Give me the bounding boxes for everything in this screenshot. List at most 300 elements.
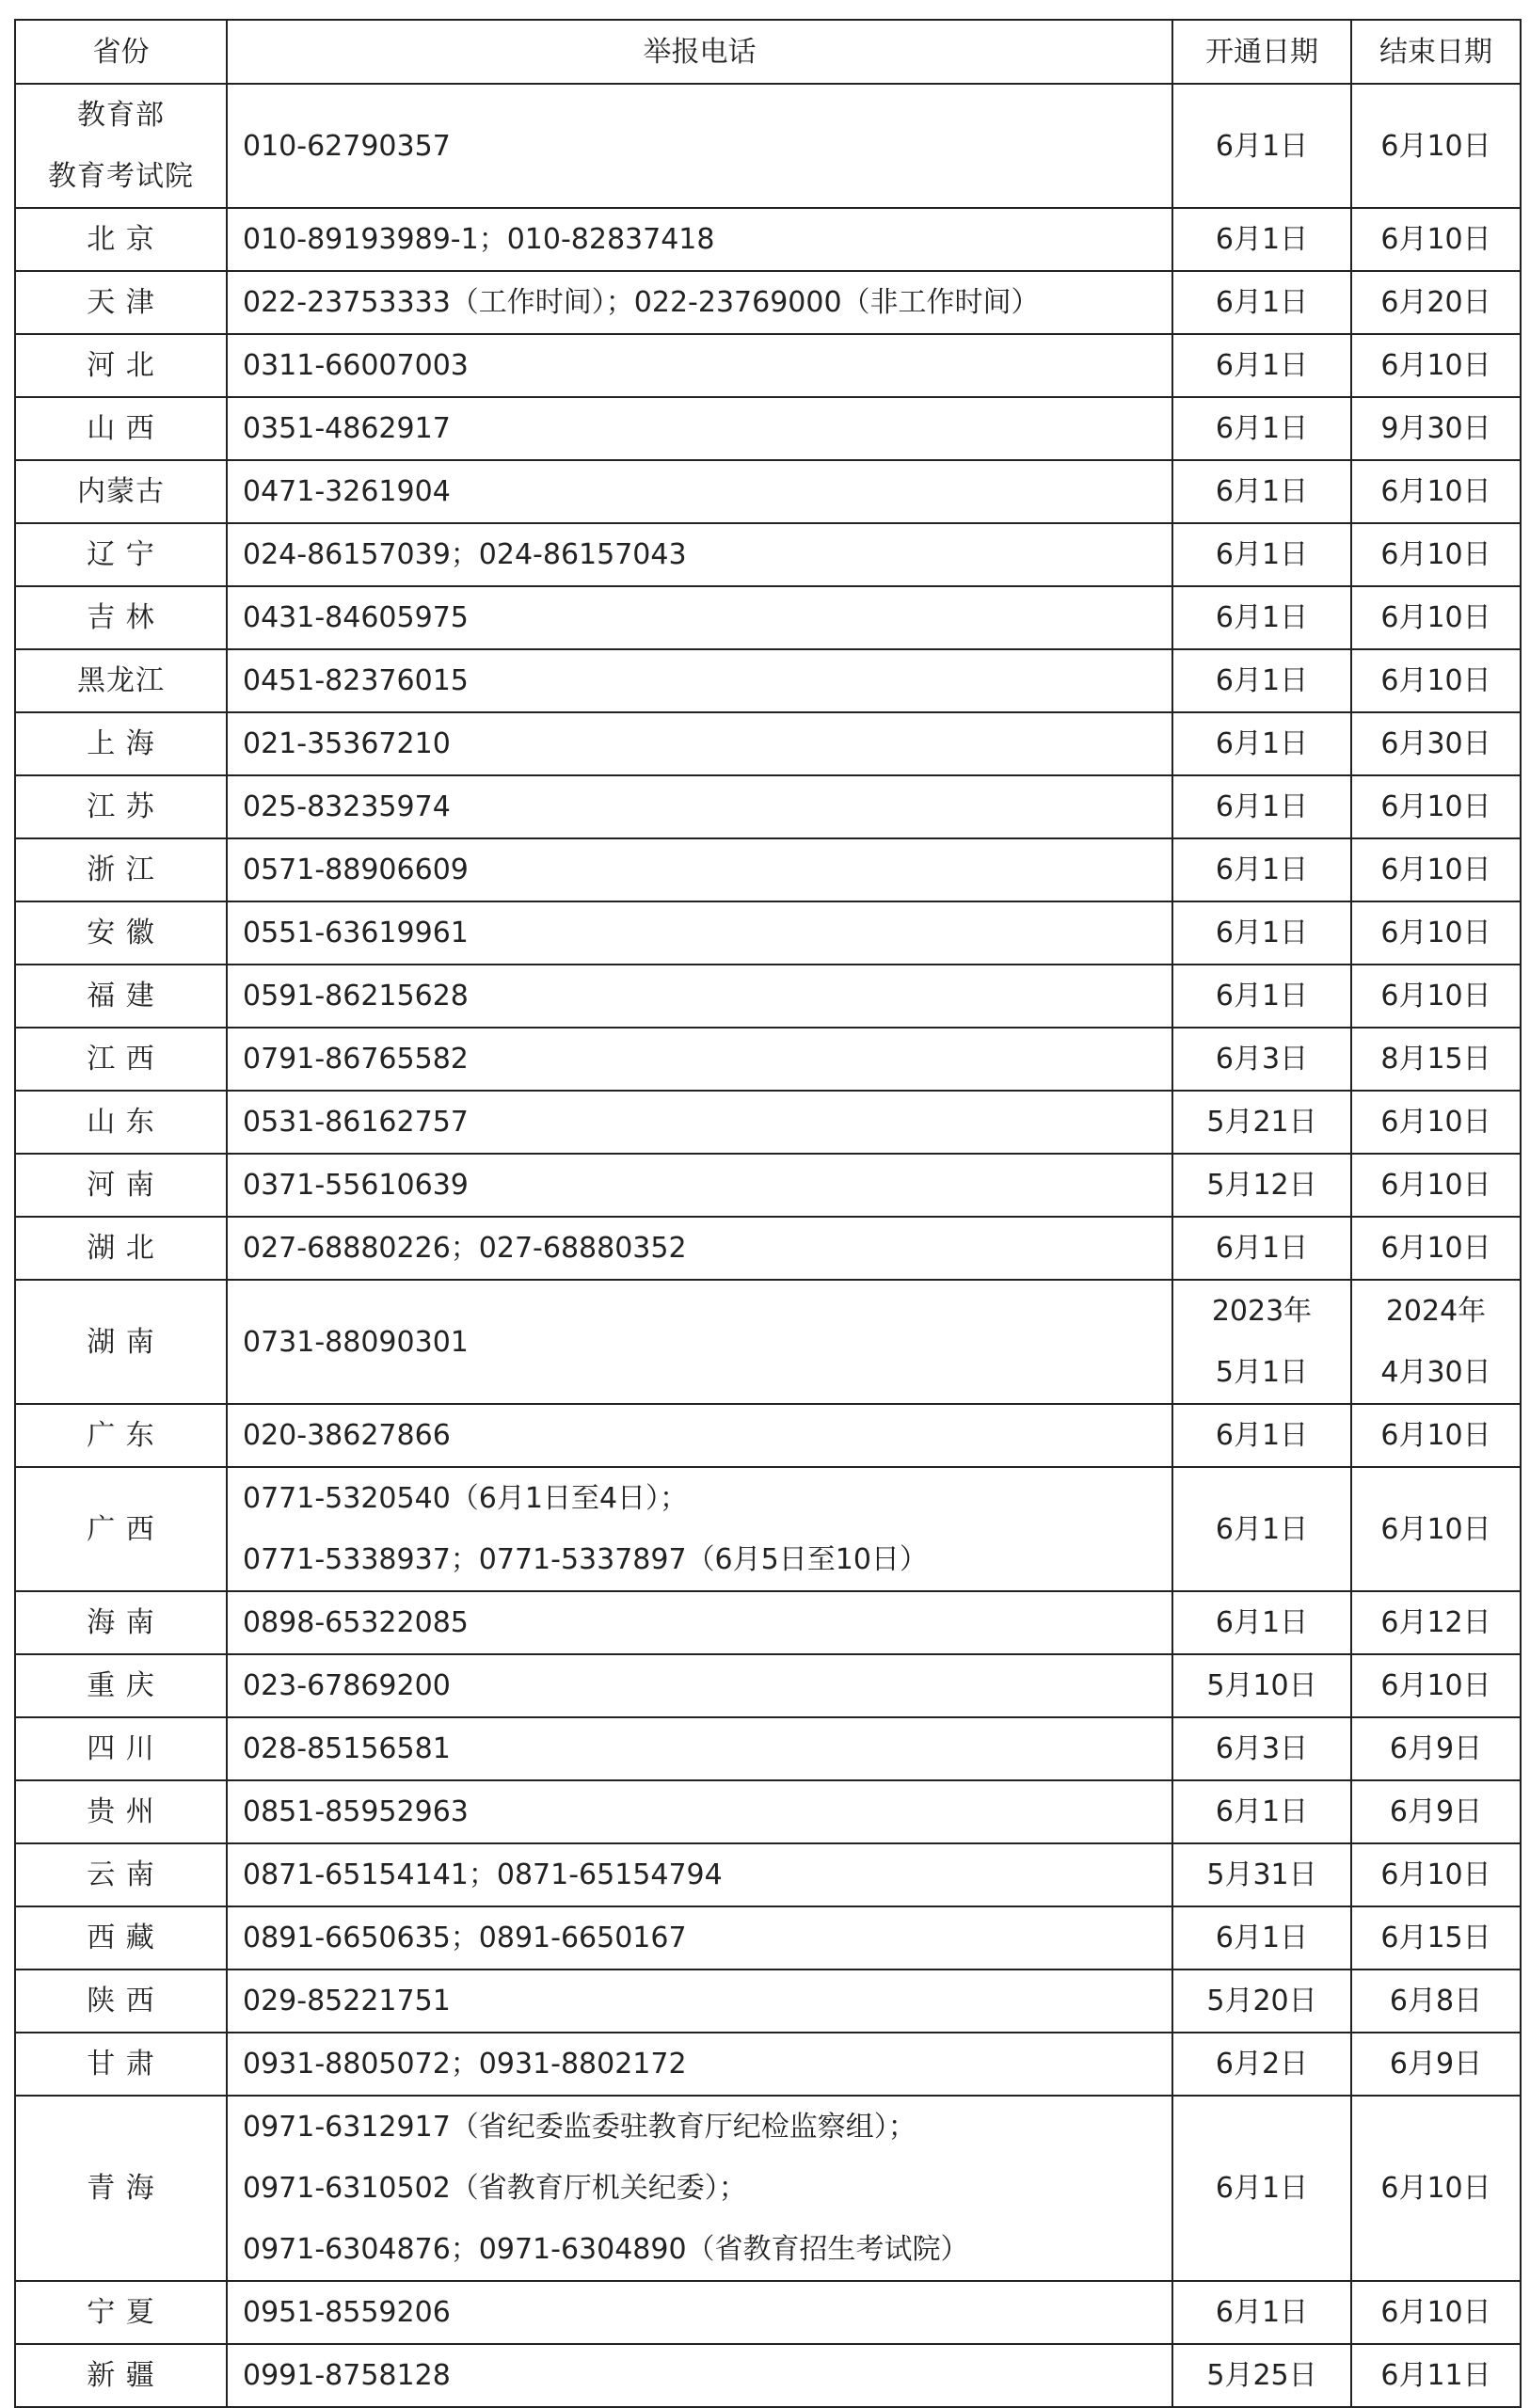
start-date-cell	[1172, 1843, 1351, 1906]
province-text: 北 京	[87, 223, 155, 256]
start-date-text: 5月1日	[1215, 1356, 1309, 1389]
province-cell	[15, 1780, 227, 1843]
start-date-cell	[1172, 1404, 1351, 1467]
end-date-cell	[1351, 1591, 1521, 1654]
start-date-cell	[1172, 965, 1351, 1028]
phone-cell	[227, 2033, 1172, 2096]
end-date-text: 6月30日	[1380, 727, 1491, 760]
phone-text: 029-85221751	[243, 1985, 451, 2017]
start-date-cell	[1172, 586, 1351, 649]
province-cell	[15, 1906, 227, 1969]
phone-cell	[227, 1217, 1172, 1280]
table-row	[15, 1969, 1521, 2033]
phone-cell	[227, 1969, 1172, 2033]
start-date-text: 6月3日	[1215, 1043, 1309, 1076]
start-date-cell	[1172, 523, 1351, 586]
table-row	[15, 1906, 1521, 1969]
province-cell	[15, 208, 227, 271]
end-date-cell	[1351, 334, 1521, 397]
province-text: 黑龙江	[77, 664, 165, 697]
province-cell	[15, 1843, 227, 1906]
phone-text: 0311-66007003	[243, 349, 469, 382]
table-row	[15, 523, 1521, 586]
phone-cell	[227, 523, 1172, 586]
province-text: 江 西	[87, 1043, 155, 1076]
header-end-date: 结束日期	[1351, 20, 1521, 84]
phone-cell	[227, 1780, 1172, 1843]
phone-cell	[227, 965, 1172, 1028]
phone-text: 027-68880226；027-68880352	[243, 1232, 687, 1265]
start-date-cell	[1172, 334, 1351, 397]
province-cell	[15, 1467, 227, 1591]
start-date-text: 6月1日	[1215, 475, 1309, 508]
table-row	[15, 1843, 1521, 1906]
phone-cell	[227, 1717, 1172, 1780]
start-date-text: 6月1日	[1215, 2172, 1309, 2205]
end-date-cell	[1351, 1280, 1521, 1404]
start-date-text: 5月20日	[1206, 1985, 1317, 2017]
phone-text: 0351-4862917	[243, 412, 451, 445]
table-row	[15, 1780, 1521, 1843]
start-date-cell	[1172, 838, 1351, 901]
end-date-cell	[1351, 1843, 1521, 1906]
phone-text: 0871-65154141；0871-65154794	[243, 1858, 723, 1891]
phone-text: 0991-8758128	[243, 2359, 451, 2392]
end-date-text: 6月10日	[1380, 1669, 1491, 1702]
start-date-cell	[1172, 2344, 1351, 2407]
table-row	[15, 649, 1521, 712]
phone-cell	[227, 649, 1172, 712]
start-date-cell	[1172, 1467, 1351, 1591]
table-row	[15, 397, 1521, 460]
phone-text: 0531-86162757	[243, 1106, 469, 1139]
table-row	[15, 586, 1521, 649]
end-date-text: 2024年	[1385, 1295, 1487, 1328]
start-date-text: 6月1日	[1215, 1606, 1309, 1639]
phone-cell	[227, 1467, 1172, 1591]
end-date-text: 6月10日	[1380, 664, 1491, 697]
start-date-cell	[1172, 1217, 1351, 1280]
end-date-cell	[1351, 84, 1521, 208]
table-row	[15, 1717, 1521, 1780]
table-row	[15, 712, 1521, 775]
end-date-cell	[1351, 1028, 1521, 1091]
end-date-cell	[1351, 2033, 1521, 2096]
start-date-cell	[1172, 1717, 1351, 1780]
table-row	[15, 2344, 1521, 2407]
table-row	[15, 2033, 1521, 2096]
report-hotline-table-wrapper	[14, 19, 1522, 2408]
start-date-text: 5月12日	[1206, 1169, 1317, 1202]
province-cell	[15, 649, 227, 712]
end-date-cell	[1351, 838, 1521, 901]
table-row	[15, 271, 1521, 334]
end-date-text: 6月11日	[1380, 2359, 1491, 2392]
phone-cell	[227, 1591, 1172, 1654]
phone-cell	[227, 586, 1172, 649]
phone-cell	[227, 1654, 1172, 1717]
start-date-text: 6月1日	[1215, 727, 1309, 760]
start-date-cell	[1172, 1091, 1351, 1154]
phone-text: 010-62790357	[243, 129, 451, 163]
province-cell	[15, 1028, 227, 1091]
province-text: 湖 南	[87, 1325, 155, 1359]
phone-cell	[227, 2344, 1172, 2407]
phone-text: 0551-63619961	[243, 917, 469, 949]
start-date-text: 6月1日	[1215, 790, 1309, 823]
phone-cell	[227, 2096, 1172, 2281]
start-date-text: 6月1日	[1215, 1512, 1309, 1546]
start-date-cell	[1172, 208, 1351, 271]
table-row	[15, 2281, 1521, 2344]
end-date-text: 6月10日	[1380, 1232, 1491, 1265]
province-cell	[15, 1217, 227, 1280]
phone-cell	[227, 775, 1172, 838]
table-row	[15, 1591, 1521, 1654]
table-body	[15, 84, 1521, 2407]
province-cell	[15, 965, 227, 1028]
province-text: 浙 江	[87, 853, 155, 886]
end-date-text: 6月10日	[1380, 790, 1491, 823]
start-date-cell	[1172, 2033, 1351, 2096]
province-text: 天 津	[87, 286, 155, 319]
end-date-text: 6月10日	[1380, 1512, 1491, 1546]
start-date-cell	[1172, 1280, 1351, 1404]
phone-text: 021-35367210	[243, 727, 451, 760]
phone-text: 0971-6312917（省纪委监委驻教育厅纪检监察组）；	[243, 2111, 916, 2144]
end-date-text: 6月10日	[1380, 223, 1491, 256]
province-text: 教育考试院	[48, 160, 194, 193]
province-cell	[15, 1404, 227, 1467]
start-date-text: 6月1日	[1215, 853, 1309, 886]
end-date-text: 9月30日	[1380, 412, 1491, 445]
province-cell	[15, 2344, 227, 2407]
end-date-text: 6月10日	[1380, 601, 1491, 634]
start-date-text: 6月1日	[1215, 286, 1309, 319]
province-cell	[15, 397, 227, 460]
province-cell	[15, 460, 227, 523]
end-date-cell	[1351, 523, 1521, 586]
phone-cell	[227, 271, 1172, 334]
province-cell	[15, 2281, 227, 2344]
start-date-text: 6月1日	[1215, 1795, 1309, 1828]
end-date-cell	[1351, 208, 1521, 271]
phone-cell	[227, 397, 1172, 460]
table-row	[15, 1091, 1521, 1154]
start-date-cell	[1172, 712, 1351, 775]
start-date-text: 6月1日	[1215, 664, 1309, 697]
start-date-text: 5月25日	[1206, 2359, 1317, 2392]
start-date-text: 6月1日	[1215, 412, 1309, 445]
province-cell	[15, 2096, 227, 2281]
province-cell	[15, 1717, 227, 1780]
end-date-cell	[1351, 901, 1521, 965]
start-date-text: 6月1日	[1215, 917, 1309, 949]
province-text: 河 南	[87, 1169, 155, 1202]
phone-cell	[227, 1028, 1172, 1091]
header-province: 省份	[15, 20, 227, 84]
province-text: 陕 西	[87, 1985, 155, 2017]
province-text: 福 建	[87, 980, 155, 1013]
end-date-cell	[1351, 1717, 1521, 1780]
province-text: 山 西	[87, 412, 155, 445]
table-row	[15, 901, 1521, 965]
province-cell	[15, 1969, 227, 2033]
province-cell	[15, 712, 227, 775]
table-row	[15, 460, 1521, 523]
phone-text: 0451-82376015	[243, 664, 469, 697]
end-date-text: 6月10日	[1380, 129, 1491, 163]
start-date-text: 6月1日	[1215, 129, 1309, 163]
start-date-text: 5月31日	[1206, 1858, 1317, 1891]
phone-cell	[227, 1091, 1172, 1154]
end-date-text: 6月12日	[1380, 1606, 1491, 1639]
table-row	[15, 2096, 1521, 2281]
phone-cell	[227, 1280, 1172, 1404]
table-row	[15, 1467, 1521, 1591]
start-date-text: 2023年	[1211, 1295, 1313, 1328]
start-date-cell	[1172, 775, 1351, 838]
phone-text: 020-38627866	[243, 1419, 451, 1452]
phone-cell	[227, 901, 1172, 965]
end-date-text: 6月10日	[1380, 1169, 1491, 1202]
end-date-cell	[1351, 586, 1521, 649]
province-text: 江 苏	[87, 790, 155, 823]
phone-text: 0951-8559206	[243, 2296, 451, 2329]
province-cell	[15, 334, 227, 397]
table-row	[15, 838, 1521, 901]
province-cell	[15, 901, 227, 965]
start-date-cell	[1172, 1654, 1351, 1717]
phone-text: 024-86157039；024-86157043	[243, 538, 687, 571]
start-date-cell	[1172, 1154, 1351, 1217]
province-text: 西 藏	[87, 1922, 155, 1954]
end-date-text: 6月10日	[1380, 349, 1491, 382]
province-text: 河 北	[87, 349, 155, 382]
phone-text: 0591-86215628	[243, 980, 469, 1013]
phone-text: 0891-6650635；0891-6650167	[243, 1922, 687, 1954]
province-cell	[15, 1591, 227, 1654]
province-text: 吉 林	[87, 601, 155, 634]
table-row	[15, 775, 1521, 838]
start-date-cell	[1172, 1969, 1351, 2033]
start-date-text: 6月1日	[1215, 1922, 1309, 1954]
end-date-cell	[1351, 1969, 1521, 2033]
start-date-text: 6月1日	[1215, 2296, 1309, 2329]
start-date-text: 6月1日	[1215, 980, 1309, 1013]
phone-cell	[227, 712, 1172, 775]
phone-text: 0791-86765582	[243, 1043, 469, 1076]
phone-cell	[227, 460, 1172, 523]
table-row	[15, 334, 1521, 397]
province-cell	[15, 1091, 227, 1154]
start-date-cell	[1172, 901, 1351, 965]
province-cell	[15, 775, 227, 838]
phone-cell	[227, 1154, 1172, 1217]
start-date-cell	[1172, 271, 1351, 334]
end-date-cell	[1351, 2281, 1521, 2344]
province-text: 上 海	[87, 727, 155, 760]
start-date-text: 6月3日	[1215, 1732, 1309, 1765]
province-text: 内蒙古	[77, 475, 165, 508]
table-row	[15, 1217, 1521, 1280]
start-date-text: 6月2日	[1215, 2048, 1309, 2081]
province-text: 海 南	[87, 1606, 155, 1639]
phone-cell	[227, 1843, 1172, 1906]
province-text: 新 疆	[87, 2359, 155, 2392]
table-row	[15, 1654, 1521, 1717]
province-text: 广 东	[87, 1419, 155, 1452]
header-row	[15, 20, 1521, 84]
table-row	[15, 965, 1521, 1028]
start-date-cell	[1172, 2096, 1351, 2281]
end-date-cell	[1351, 1091, 1521, 1154]
end-date-text: 6月9日	[1389, 2048, 1483, 2081]
end-date-cell	[1351, 1906, 1521, 1969]
phone-text: 0771-5320540（6月1日至4日）；	[243, 1482, 689, 1515]
table-row	[15, 208, 1521, 271]
end-date-cell	[1351, 1217, 1521, 1280]
phone-cell	[227, 84, 1172, 208]
start-date-text: 5月21日	[1206, 1106, 1317, 1139]
header-phone: 举报电话	[227, 20, 1172, 84]
phone-text: 0931-8805072；0931-8802172	[243, 2048, 687, 2081]
phone-cell	[227, 838, 1172, 901]
start-date-text: 6月1日	[1215, 1419, 1309, 1452]
province-cell	[15, 838, 227, 901]
province-text: 山 东	[87, 1106, 155, 1139]
start-date-text: 6月1日	[1215, 601, 1309, 634]
end-date-text: 4月30日	[1380, 1356, 1491, 1389]
phone-cell	[227, 1906, 1172, 1969]
phone-cell	[227, 2281, 1172, 2344]
province-cell	[15, 1280, 227, 1404]
phone-text: 0851-85952963	[243, 1795, 469, 1828]
start-date-text: 6月1日	[1215, 538, 1309, 571]
start-date-cell	[1172, 460, 1351, 523]
province-cell	[15, 586, 227, 649]
phone-text: 0898-65322085	[243, 1606, 469, 1639]
end-date-text: 6月20日	[1380, 286, 1491, 319]
start-date-cell	[1172, 649, 1351, 712]
province-text: 青 海	[87, 2172, 155, 2205]
province-text: 四 川	[87, 1732, 155, 1765]
end-date-cell	[1351, 1154, 1521, 1217]
end-date-cell	[1351, 271, 1521, 334]
end-date-text: 6月10日	[1380, 2296, 1491, 2329]
start-date-text: 5月10日	[1206, 1669, 1317, 1702]
start-date-cell	[1172, 397, 1351, 460]
end-date-cell	[1351, 1780, 1521, 1843]
end-date-text: 6月9日	[1389, 1732, 1483, 1765]
start-date-text: 6月1日	[1215, 349, 1309, 382]
start-date-cell	[1172, 1906, 1351, 1969]
province-text: 安 徽	[87, 917, 155, 949]
province-cell	[15, 1654, 227, 1717]
end-date-text: 6月10日	[1380, 1106, 1491, 1139]
start-date-text: 6月1日	[1215, 223, 1309, 256]
end-date-cell	[1351, 1654, 1521, 1717]
report-hotline-table	[14, 19, 1522, 2408]
end-date-text: 6月10日	[1380, 1858, 1491, 1891]
end-date-cell	[1351, 965, 1521, 1028]
start-date-text: 6月1日	[1215, 1232, 1309, 1265]
start-date-cell	[1172, 84, 1351, 208]
province-text: 甘 肃	[87, 2048, 155, 2081]
end-date-text: 6月10日	[1380, 917, 1491, 949]
province-cell	[15, 1154, 227, 1217]
province-text: 辽 宁	[87, 538, 155, 571]
phone-text: 0731-88090301	[243, 1325, 469, 1359]
phone-text: 028-85156581	[243, 1732, 451, 1765]
table-row	[15, 84, 1521, 208]
end-date-text: 6月10日	[1380, 2172, 1491, 2205]
phone-text: 0371-55610639	[243, 1169, 469, 1202]
table-row	[15, 1154, 1521, 1217]
phone-text: 0471-3261904	[243, 475, 451, 508]
end-date-cell	[1351, 1404, 1521, 1467]
province-cell	[15, 2033, 227, 2096]
start-date-cell	[1172, 1591, 1351, 1654]
phone-cell	[227, 334, 1172, 397]
end-date-text: 6月10日	[1380, 538, 1491, 571]
province-text: 重 庆	[87, 1669, 155, 1702]
start-date-cell	[1172, 2281, 1351, 2344]
end-date-cell	[1351, 460, 1521, 523]
table-row	[15, 1280, 1521, 1404]
end-date-cell	[1351, 775, 1521, 838]
end-date-text: 6月8日	[1389, 1985, 1483, 2017]
end-date-text: 6月10日	[1380, 1419, 1491, 1452]
end-date-cell	[1351, 1467, 1521, 1591]
start-date-cell	[1172, 1028, 1351, 1091]
phone-cell	[227, 208, 1172, 271]
end-date-text: 8月15日	[1380, 1043, 1491, 1076]
end-date-text: 6月15日	[1380, 1922, 1491, 1954]
table-row	[15, 1028, 1521, 1091]
phone-text: 0571-88906609	[243, 853, 469, 886]
province-text: 宁 夏	[87, 2296, 155, 2329]
phone-text: 0771-5338937；0771-5337897（6月5日至10日）	[243, 1543, 928, 1576]
phone-text: 0431-84605975	[243, 601, 469, 634]
end-date-cell	[1351, 2096, 1521, 2281]
phone-text: 0971-6304876；0971-6304890（省教育招生考试院）	[243, 2233, 969, 2266]
start-date-cell	[1172, 1780, 1351, 1843]
end-date-cell	[1351, 2344, 1521, 2407]
province-text: 贵 州	[87, 1795, 155, 1828]
province-text: 广 西	[87, 1512, 155, 1546]
table-row	[15, 1404, 1521, 1467]
phone-text: 023-67869200	[243, 1669, 451, 1702]
end-date-cell	[1351, 649, 1521, 712]
end-date-cell	[1351, 397, 1521, 460]
phone-text: 0971-6310502（省教育厅机关纪委）；	[243, 2172, 747, 2205]
phone-text: 025-83235974	[243, 790, 451, 823]
phone-cell	[227, 1404, 1172, 1467]
end-date-text: 6月10日	[1380, 980, 1491, 1013]
end-date-text: 6月10日	[1380, 853, 1491, 886]
end-date-text: 6月10日	[1380, 475, 1491, 508]
end-date-text: 6月9日	[1389, 1795, 1483, 1828]
province-text: 湖 北	[87, 1232, 155, 1265]
province-cell	[15, 84, 227, 208]
end-date-cell	[1351, 712, 1521, 775]
table-header	[15, 20, 1521, 84]
province-text: 云 南	[87, 1858, 155, 1891]
province-text: 教育部	[77, 99, 165, 132]
phone-text: 022-23753333（工作时间）；022-23769000（非工作时间）	[243, 286, 1040, 319]
header-start-date: 开通日期	[1172, 20, 1351, 84]
